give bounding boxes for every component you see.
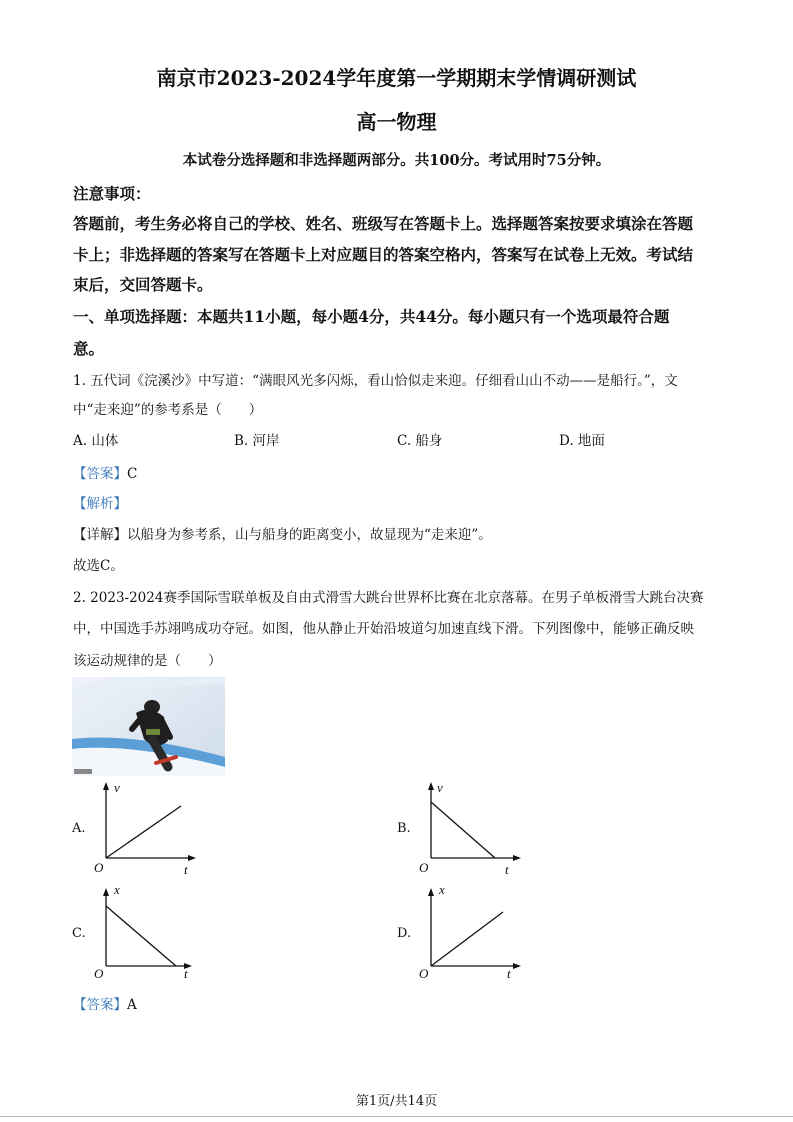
q1-answer [73, 462, 137, 482]
q1-option-d: D. 地面 [559, 433, 605, 449]
q1-conclusion: 故选C。 [73, 558, 124, 574]
snowboarder-photo [72, 677, 225, 776]
graph-c [90, 884, 200, 984]
graph-a [90, 780, 200, 880]
graph-a-label: A. [72, 821, 86, 836]
question-2-text: 该运动规律的是（ ） [73, 653, 222, 669]
graph-c-origin: O [94, 966, 104, 981]
graph-c-y-axis: x [114, 884, 120, 897]
graph-a-y-axis: v [114, 780, 120, 795]
analysis-tag: 【解析】 [73, 496, 127, 512]
graph-d-origin: O [419, 966, 429, 981]
page-number: 第1页/共14页 [355, 1094, 438, 1109]
section-heading: 一、单项选择题：本题共11小题，每小题4分，共44分。每小题只有一个选项最符合题 [73, 307, 670, 326]
answer-tag: 【答案】 [73, 466, 127, 482]
q2-answer [73, 993, 137, 1013]
question-2-text: 中，中国选手苏翊鸣成功夺冠。如图，他从静止开始沿坡道匀加速直线下滑。下列图像中，能够正确反映 [73, 621, 694, 637]
graph-b-label: B. [397, 821, 411, 836]
answer-value: A [127, 997, 137, 1013]
graph-c-x-axis: t [184, 966, 188, 981]
subject-title: 高一物理 [356, 110, 437, 134]
graph-b-origin: O [419, 860, 429, 875]
page-title: 南京市2023-2024学年度第一学期期末学情调研测试 [156, 66, 637, 90]
question-2-text: 2. 2023-2024赛季国际雪联单板及自由式滑雪大跳台世界杯比赛在北京落幕。在男子单板滑雪大跳台决赛 [73, 590, 704, 606]
q1-detail [73, 523, 492, 543]
graph-a-origin: O [94, 860, 104, 875]
notes-line: 束后，交回答题卡。 [73, 275, 213, 294]
graph-b-x-axis: t [505, 862, 509, 877]
graph-d [415, 884, 525, 984]
section-heading: 意。 [73, 339, 105, 358]
exam-intro: 本试卷分选择题和非选择题两部分。共100分。考试用时75分钟。 [182, 152, 611, 169]
q1-option-c: C. 船身 [397, 433, 443, 449]
q1-option-b: B. 河岸 [234, 433, 280, 449]
question-1-text: 1. 五代词《浣溪沙》中写道：“满眼风光多闪烁，看山恰似走来迎。仔细看山山不动——是船行。”，文 [73, 373, 678, 389]
graph-b [415, 780, 525, 880]
notes-line: 答题前，考生务必将自己的学校、姓名、班级写在答题卡上。选择题答案按要求填涂在答题 [73, 214, 694, 233]
graph-c-label: C. [72, 926, 86, 941]
question-1-text: 中“走来迎”的参考系是（ ） [73, 402, 263, 418]
graph-b-y-axis: v [437, 780, 443, 795]
graph-d-label: D. [397, 926, 412, 941]
graph-d-y-axis: x [439, 884, 445, 897]
footer-divider [0, 1116, 793, 1117]
notes-line: 卡上；非选择题的答案写在答题卡上对应题目的答案空格内，答案写在试卷上无效。考试结 [73, 245, 694, 264]
detail-text: 以船身为参考系，山与船身的距离变小，故显现为“走来迎”。 [127, 527, 492, 543]
detail-tag: 【详解】 [73, 527, 127, 543]
notes-heading: 注意事项： [73, 184, 151, 203]
answer-tag: 【答案】 [73, 997, 127, 1013]
graph-a-x-axis: t [184, 862, 188, 877]
graph-d-x-axis: t [507, 966, 511, 981]
q1-option-a: A. 山体 [73, 433, 119, 449]
answer-value: C [127, 466, 138, 482]
